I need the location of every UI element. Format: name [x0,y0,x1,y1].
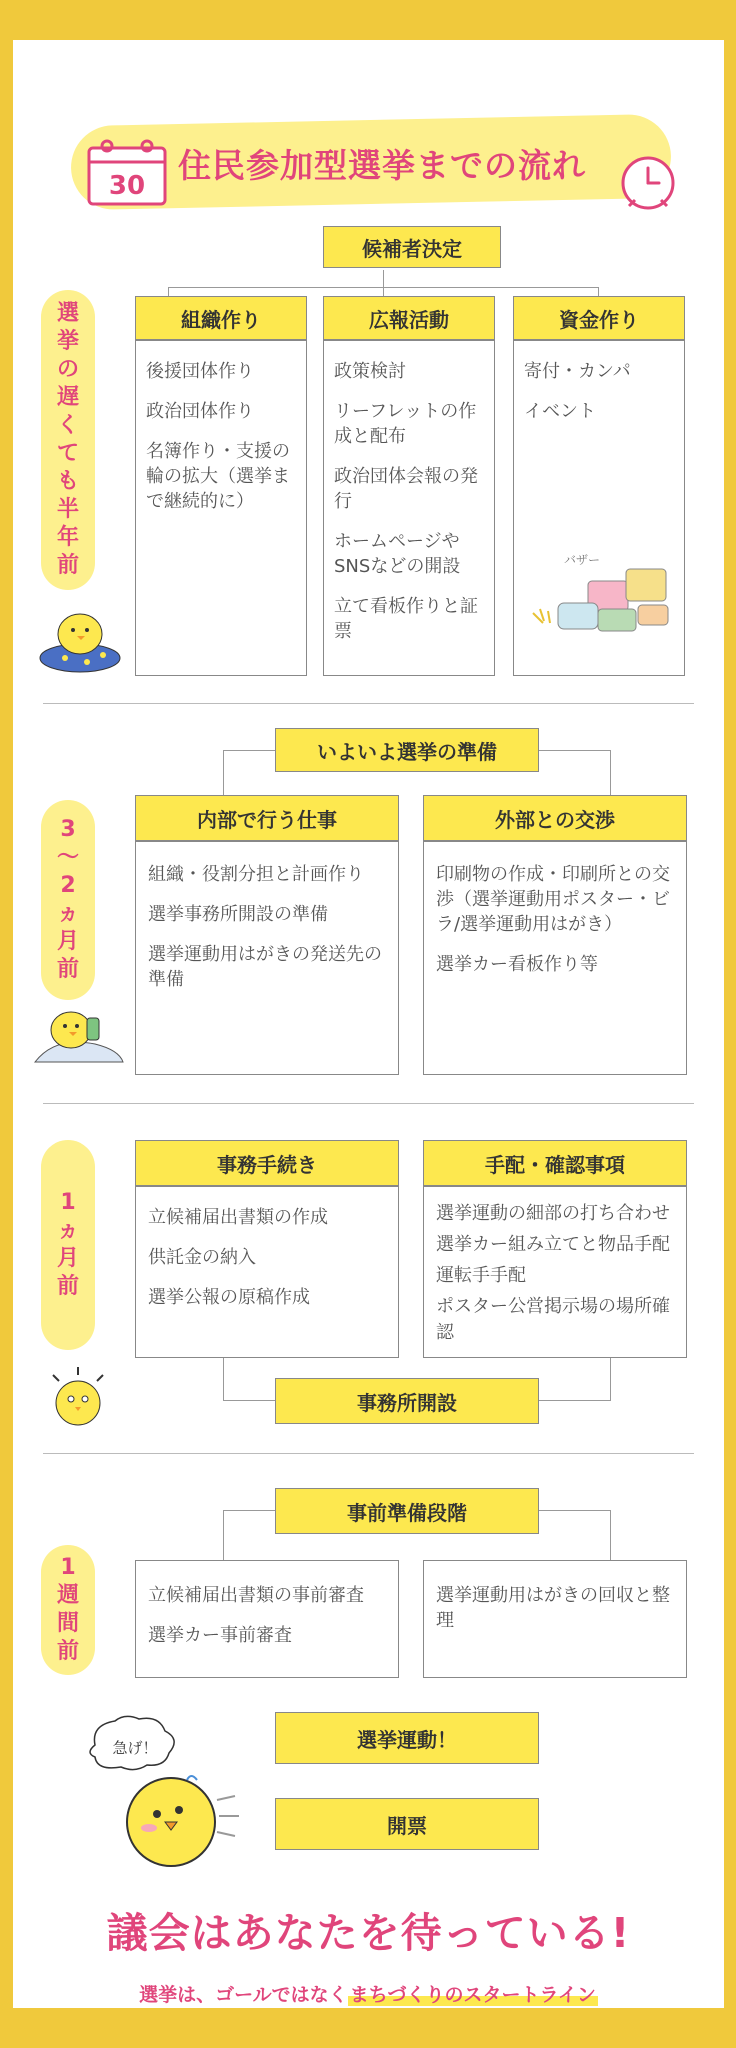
postcard-collection-box: 選挙運動用はがきの回収と整理 [423,1560,687,1678]
admin-procedures-box: 立候補届出書類の作成 供託金の納入 選挙公報の原稿作成 [135,1186,399,1358]
calendar-icon [85,136,171,208]
vote-counting-box: 開票 [275,1798,539,1850]
footer-sub-prefix: 選挙は、ゴールではなく [139,1984,348,2006]
pre-screening-box: 立候補届出書類の事前審査 選挙カー事前審査 [135,1560,399,1678]
chick-on-cushion-illustration [35,600,125,680]
startled-chick-illustration [43,1365,113,1435]
election-campaign-box: 選挙運動！ [275,1712,539,1764]
page-title: 住民参加型選挙までの流れ [178,146,586,185]
calendar-number: 30 [108,171,146,201]
internal-tasks-box: 組織・役割分担と計画作り 選挙事務所開設の準備 選挙運動用はがきの発送先の準備 [135,841,399,1075]
election-prep-box: いよいよ選挙の準備 [275,728,539,772]
flow-page [13,40,724,2008]
arrangements-header: 手配・確認事項 [423,1140,687,1186]
footer-sub-highlight: まちづくりのスタートライン [349,1984,596,2006]
period-pill-3-2-months: 3 〜 2 ヵ 月 前 [41,800,95,1000]
office-opening-box: 事務所開設 [275,1378,539,1424]
footer-subline [13,1980,724,2007]
internal-tasks-header: 内部で行う仕事 [135,795,399,841]
period-pill-half-year: 選 挙 の 遅 く て も 半 年 前 [41,290,95,590]
pr-activity-box: 政策検討 リーフレットの作成と配布 政治団体会報の発行 ホームページやSNSなどの開設 立て看板作りと証票 [323,340,495,676]
org-building-header: 組織作り [135,296,307,340]
bazaar-goods-illustration [528,563,678,653]
period-pill-1-month: 1 ヵ 月 前 [41,1140,95,1350]
fundraising-box: 寄付・カンパ イベント バザー [513,340,685,676]
arrangements-box: 選挙運動の細部の打ち合わせ 選挙カー組み立てと物品手配 運転手手配 ポスター公営掲示場の場所確認 [423,1186,687,1358]
pr-activity-header: 広報活動 [323,296,495,340]
fundraising-header: 資金作り [513,296,685,340]
pre-preparation-box: 事前準備段階 [275,1488,539,1534]
clock-icon [619,154,677,212]
period-pill-1-week: 1 週 間 前 [41,1545,95,1675]
candidate-decision-box: 候補者決定 [323,226,501,268]
hurrying-chick-illustration [113,1760,243,1880]
external-negotiation-box: 印刷物の作成・印刷所との交渉（選挙運動用ポスター・ビラ/選挙運動用はがき） 選挙カー看板作り等 [423,841,687,1075]
footer-headline: 議会はあなたを待っている! [106,1909,631,1957]
chick-on-phone-illustration [31,1000,127,1070]
org-building-box: 後援団体作り 政治団体作り 名簿作り・支援の輪の拡大（選挙まで継続的に） [135,340,307,676]
speech-text: 急げ！ [112,1739,158,1757]
external-negotiation-header: 外部との交渉 [423,795,687,841]
bazaar-label: バザー [564,553,601,567]
admin-procedures-header: 事務手続き [135,1140,399,1186]
